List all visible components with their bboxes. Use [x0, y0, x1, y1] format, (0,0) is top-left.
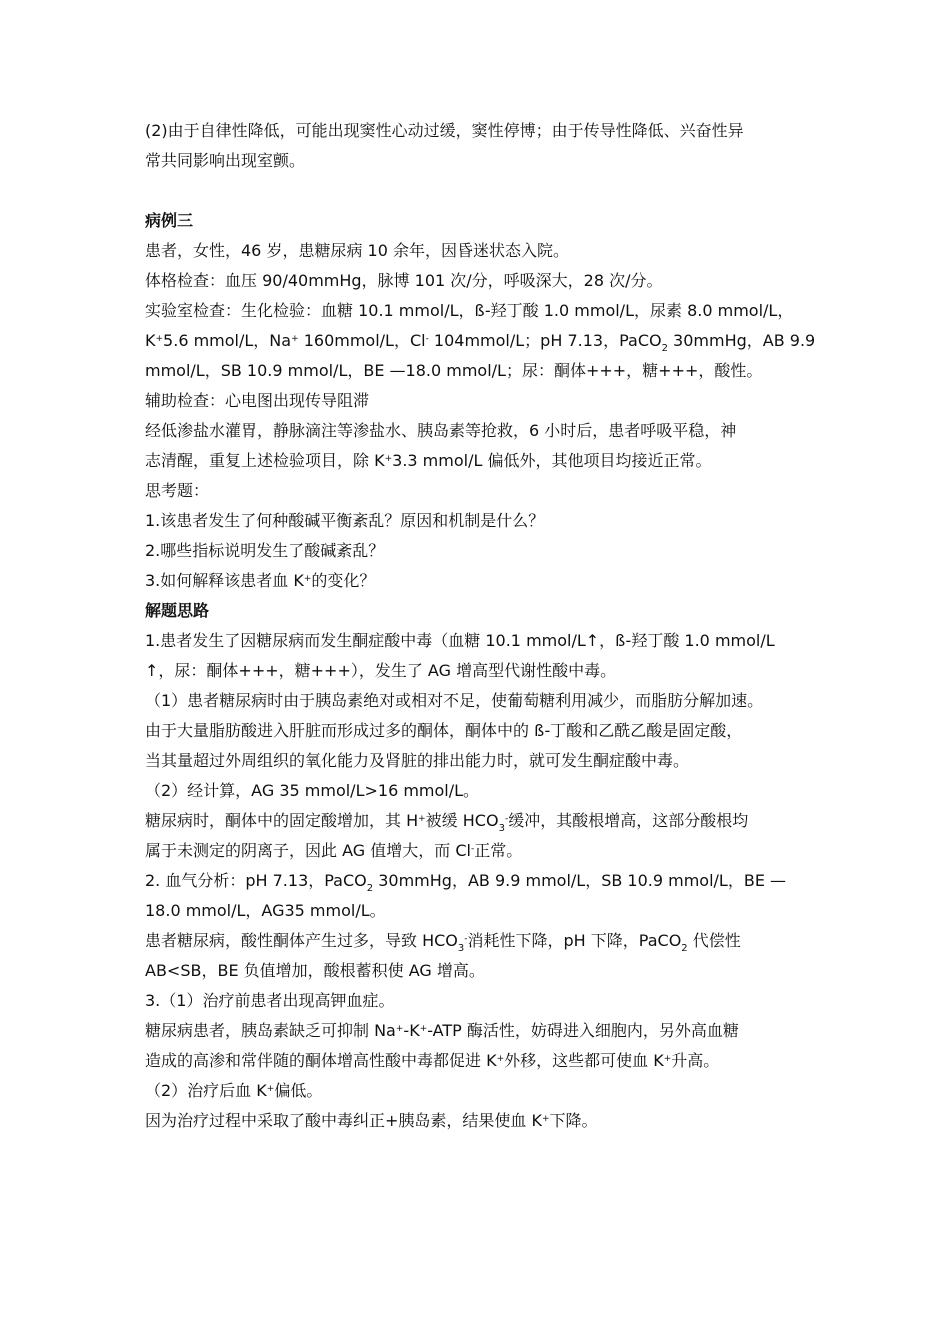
text-run: 偏低。 [274, 1081, 323, 1100]
text-line [145, 836, 835, 866]
superscript: - [504, 814, 509, 824]
section-heading [145, 206, 835, 236]
text-line [145, 236, 835, 266]
text-run: 1.该患者发生了何种酸碱平衡紊乱？原因和机制是什么？ [145, 511, 545, 530]
text-run: 解题思路 [145, 601, 210, 620]
text-run: ↑，尿：酮体+++，糖+++），发生了 AG 增高型代谢性酸中毒。 [145, 661, 617, 680]
text-run: 辅助检查：心电图出现传导阻滞 [145, 391, 370, 410]
text-line [145, 926, 835, 956]
text-run: -K [403, 1021, 420, 1040]
text-line [145, 776, 835, 806]
text-line [145, 416, 835, 446]
subscript: 3 [457, 943, 465, 954]
superscript: + [384, 454, 393, 464]
text-line [145, 356, 835, 386]
text-run: (2)由于自律性降低，可能出现窦性心动过缓，窦性停博；由于传导性降低、兴奋性异 [145, 121, 744, 140]
paragraph-gap [145, 176, 835, 206]
text-run: 18.0 mmol/L，AG35 mmol/L。 [145, 901, 386, 920]
text-run: 缓冲，其酸根增高，这部分酸根均 [508, 811, 749, 830]
text-run: K [145, 331, 156, 350]
text-line [145, 1046, 835, 1076]
text-run: 104mmol/L；pH 7.13，PaCO [428, 331, 662, 350]
text-run: 5.6 mmol/L，Na [163, 331, 292, 350]
text-run: 患者糖尿病，酸性酮体产生过多，导致 HCO [145, 931, 458, 950]
text-run: （1）患者糖尿病时由于胰岛素绝对或相对不足，使葡萄糖利用减少，而脂肪分解加速。 [145, 691, 764, 710]
superscript: + [496, 1054, 505, 1064]
document-page [145, 116, 835, 1136]
text-run: 外移，这些都可使血 K [504, 1051, 664, 1070]
text-line [145, 506, 835, 536]
subscript: 2 [661, 343, 668, 354]
text-line [145, 1016, 835, 1046]
superscript: + [419, 1024, 428, 1034]
text-line [145, 716, 835, 746]
text-line [145, 806, 835, 836]
text-run: 由于大量脂肪酸进入肝脏而形成过多的酮体，酮体中的 ß-丁酸和乙酰乙酸是固定酸， [145, 721, 743, 740]
superscript: + [303, 574, 312, 584]
text-run: 被缓 HCO [425, 811, 499, 830]
text-run: 属于未测定的阴离子，因此 AG 值增大，而 Cl [145, 841, 471, 860]
text-run: 病例三 [145, 211, 194, 230]
text-run: 1.患者发生了因糖尿病而发生酮症酸中毒（血糖 10.1 mmol/L↑，ß-羟丁酸 1.0 mmol/L [145, 631, 775, 650]
text-run: 下降。 [549, 1111, 598, 1130]
text-run: -ATP 酶活性，妨碍进入细胞内，另外高血糖 [427, 1021, 739, 1040]
text-line [145, 986, 835, 1016]
text-line [145, 476, 835, 506]
superscript: + [291, 334, 299, 344]
superscript: - [464, 934, 468, 944]
text-line [145, 746, 835, 776]
text-run: 代偿性 [687, 931, 741, 950]
text-run: 思考题： [145, 481, 210, 500]
text-line [145, 146, 835, 176]
text-run: 常共同影响出现室颤。 [145, 151, 306, 170]
text-line [145, 326, 835, 356]
text-run: （2）治疗后血 K [145, 1081, 267, 1100]
text-run: AB<SB，BE 负值增加，酸根蓄积使 AG 增高。 [145, 961, 485, 980]
subscript: 3 [498, 823, 505, 834]
text-run: 3.（1）治疗前患者出现高钾血症。 [145, 991, 395, 1010]
text-run: mmol/L，SB 10.9 mmol/L，BE —18.0 mmol/L；尿：酮体+++，糖+++，酸性。 [145, 361, 763, 380]
text-line [145, 656, 835, 686]
text-run: 造成的高渗和常伴随的酮体增高性酸中毒都促进 K [145, 1051, 497, 1070]
text-line [145, 626, 835, 656]
text-line [145, 566, 835, 596]
subscript: 2 [366, 883, 374, 894]
superscript: + [418, 814, 426, 824]
superscript: + [395, 1024, 404, 1034]
text-run: 升高。 [671, 1051, 720, 1070]
text-line [145, 686, 835, 716]
text-run: 因为治疗过程中采取了酸中毒纠正+胰岛素，结果使血 K [145, 1111, 542, 1130]
superscript: + [155, 334, 164, 344]
subscript: 2 [681, 943, 688, 954]
superscript: - [470, 844, 475, 854]
text-line [145, 956, 835, 986]
text-run: 160mmol/L，Cl [298, 331, 426, 350]
text-run: 的变化？ [311, 571, 376, 590]
text-line [145, 386, 835, 416]
text-run: 患者，女性，46 岁，患糖尿病 10 余年，因昏迷状态入院。 [145, 241, 569, 260]
text-line [145, 896, 835, 926]
text-run: 经低渗盐水灌胃，静脉滴注等渗盐水、胰岛素等抢救，6 小时后，患者呼吸平稳，神 [145, 421, 737, 440]
text-run: 实验室检查：生化检验：血糖 10.1 mmol/L，ß-羟丁酸 1.0 mmol/L，尿素 8.0 mmol/L， [145, 301, 794, 320]
superscript: - [425, 334, 429, 344]
section-heading [145, 596, 835, 626]
text-run: （2）经计算，AG 35 mmol/L>16 mmol/L。 [145, 781, 480, 800]
text-run: 志清醒，重复上述检验项目，除 K [145, 451, 385, 470]
text-run: 2. 血气分析：pH 7.13，PaCO [145, 871, 367, 890]
text-run: 糖尿病患者，胰岛素缺乏可抑制 Na [145, 1021, 396, 1040]
text-run: 3.如何解释该患者血 K [145, 571, 304, 590]
text-run: 体格检查：血压 90/40mmHg，脉博 101 次/分，呼吸深大，28 次/分。 [145, 271, 663, 290]
text-run: 糖尿病时，酮体中的固定酸增加，其 H [145, 811, 419, 830]
text-run: 正常。 [474, 841, 523, 860]
text-run: 消耗性下降，pH 下降，PaCO [467, 931, 682, 950]
text-run: 30mmHg，AB 9.9 mmol/L，SB 10.9 mmol/L，BE — [373, 871, 787, 890]
text-line [145, 1076, 835, 1106]
text-line [145, 1106, 835, 1136]
text-run: 3.3 mmol/L 偏低外，其他项目均接近正常。 [392, 451, 712, 470]
text-line [145, 866, 835, 896]
text-line [145, 266, 835, 296]
text-run: 当其量超过外周组织的氧化能力及肾脏的排出能力时，就可发生酮症酸中毒。 [145, 751, 690, 770]
text-line [145, 446, 835, 476]
text-line [145, 296, 835, 326]
superscript: + [542, 1114, 550, 1124]
text-line [145, 536, 835, 566]
text-line [145, 116, 835, 146]
superscript: + [266, 1084, 275, 1094]
superscript: + [663, 1054, 672, 1064]
text-run: 30mmHg，AB 9.9 [667, 331, 816, 350]
text-run: 2.哪些指标说明发生了酸碱紊乱？ [145, 541, 385, 560]
